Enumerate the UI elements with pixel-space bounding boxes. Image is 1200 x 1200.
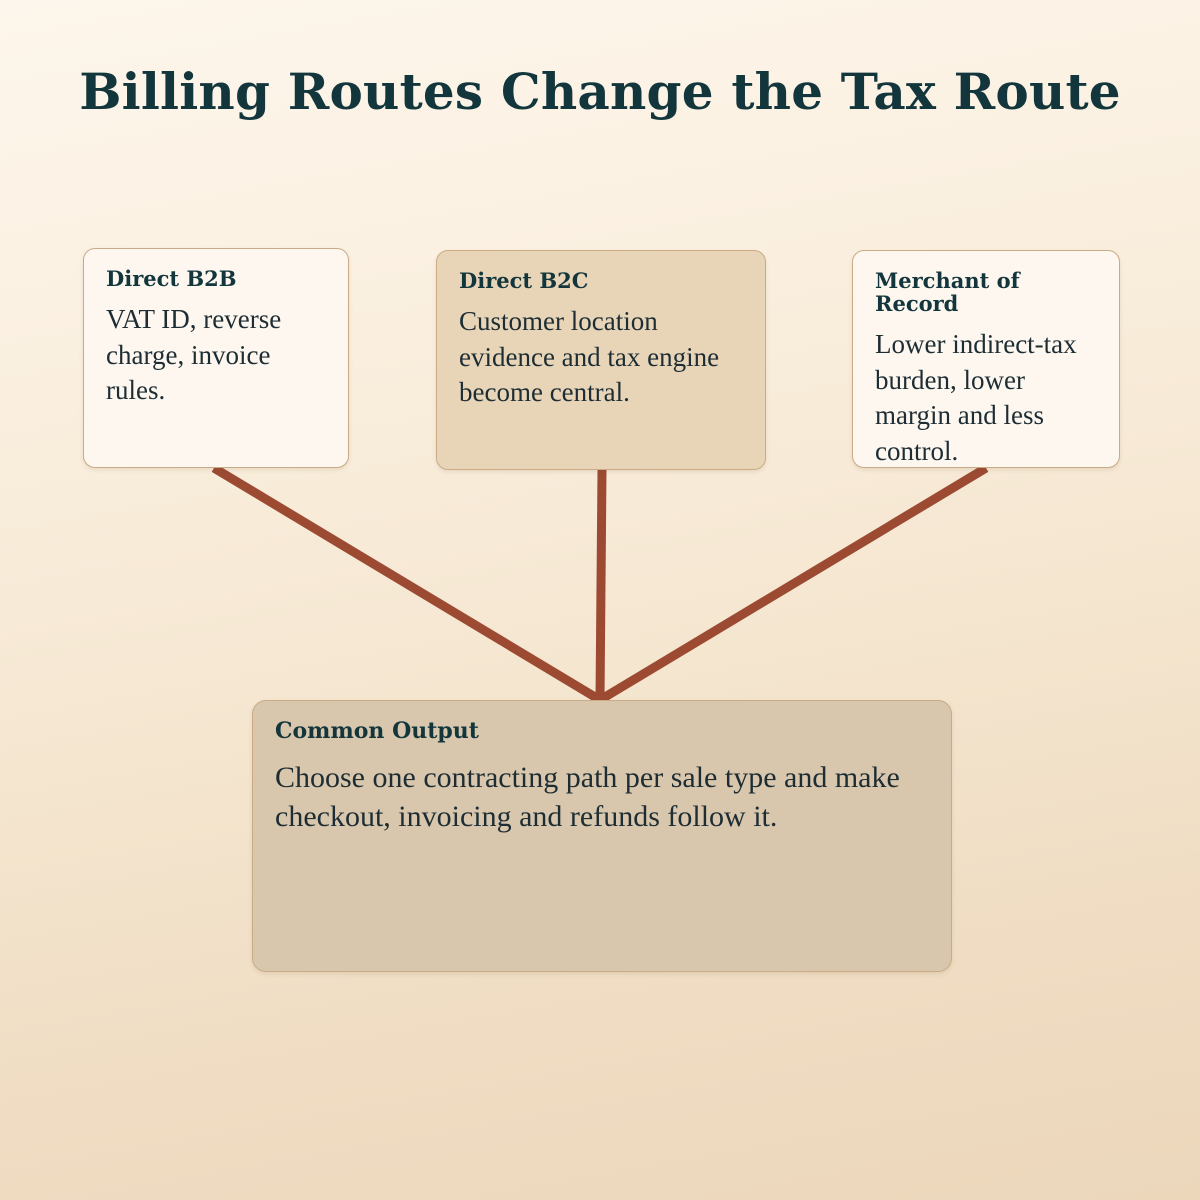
node-common-output-body: Choose one contracting path per sale type and make checkout, invoicing and refunds follow it. bbox=[275, 761, 900, 833]
node-direct-b2c-body: Customer location evidence and tax engine become central. bbox=[459, 306, 720, 408]
node-common-output[interactable] bbox=[252, 700, 952, 972]
node-direct-b2c[interactable] bbox=[436, 250, 766, 470]
node-merchant-of-record-title: Merchant of Record bbox=[875, 268, 1020, 317]
page-title: Billing Routes Change the Tax Route bbox=[79, 62, 1121, 121]
connector-b2c-to-output bbox=[600, 470, 602, 700]
connector-mor-to-output bbox=[600, 468, 986, 700]
connector-b2b-to-output bbox=[214, 468, 600, 700]
node-common-output-title: Common Output bbox=[275, 718, 479, 744]
node-direct-b2b[interactable] bbox=[83, 248, 349, 468]
node-direct-b2c-title: Direct B2C bbox=[459, 268, 589, 293]
node-direct-b2b-title: Direct B2B bbox=[106, 266, 237, 291]
node-direct-b2b-body: VAT ID, reverse charge, invoice rules. bbox=[106, 304, 282, 406]
node-merchant-of-record[interactable] bbox=[852, 250, 1120, 468]
node-merchant-of-record-body: Lower indirect-tax burden, lower margin and less control. bbox=[875, 329, 1077, 467]
